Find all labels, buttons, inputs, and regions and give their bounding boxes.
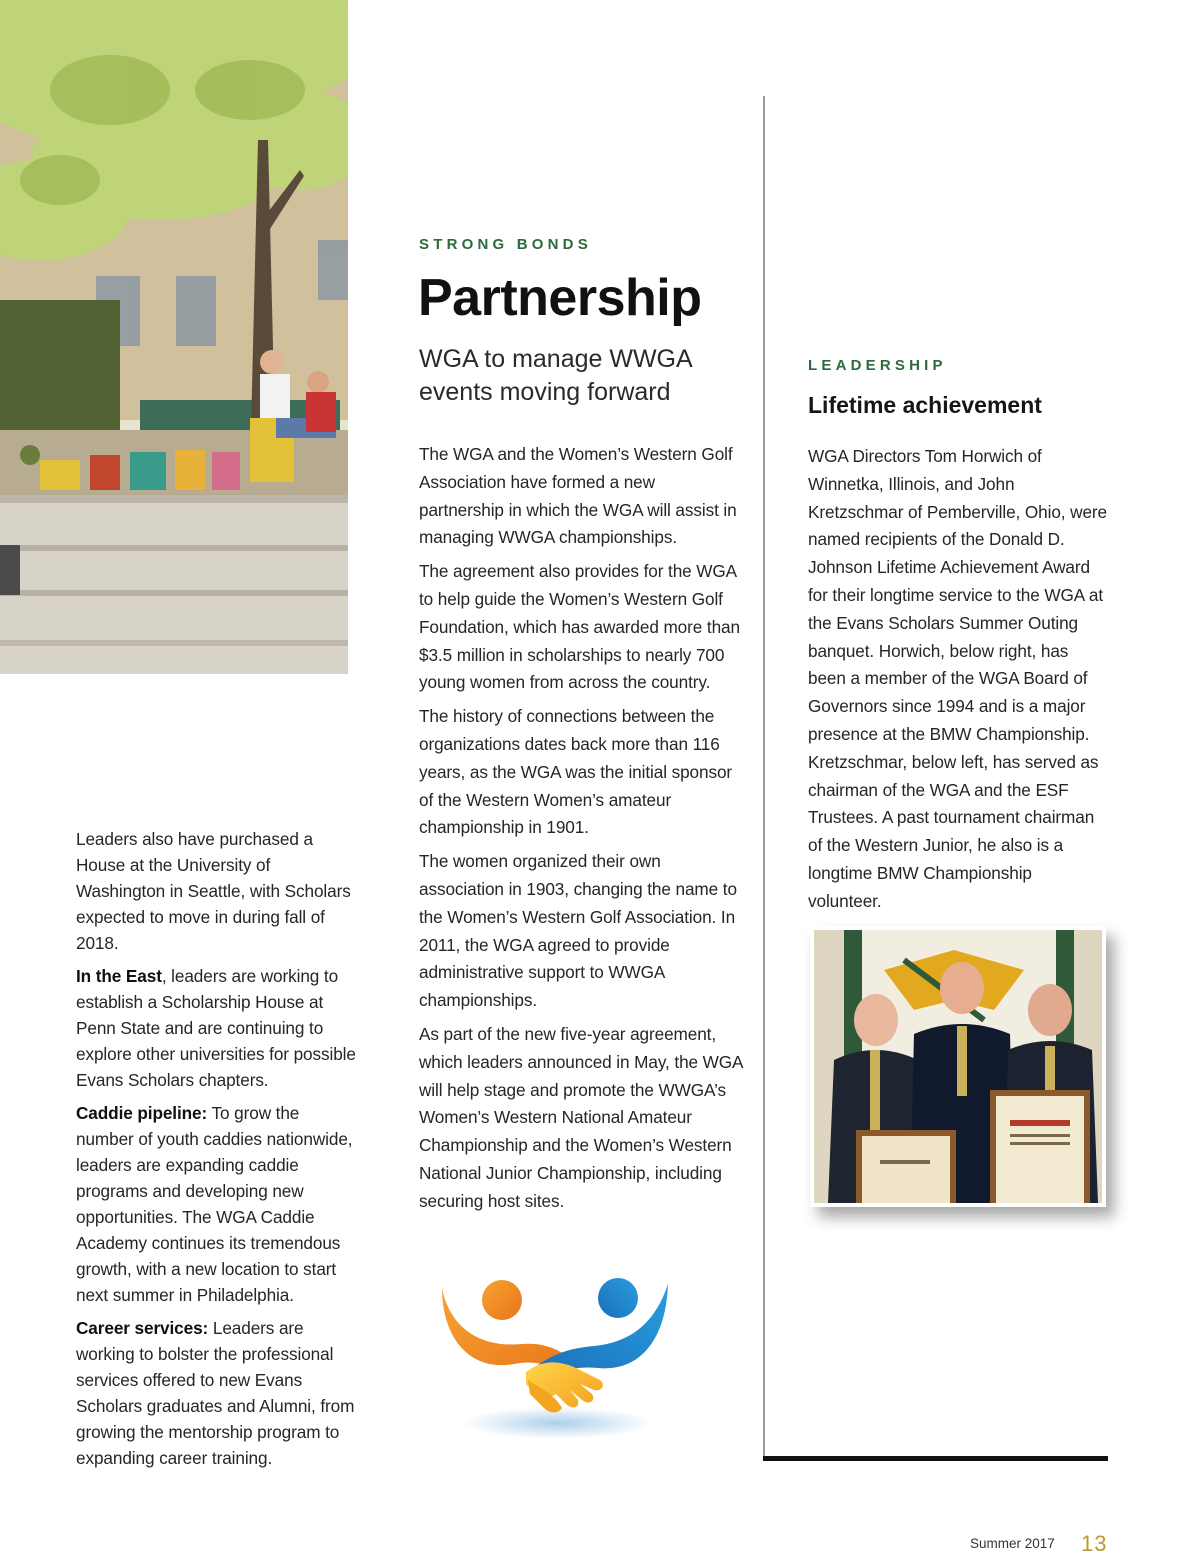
award-recipients-photo — [810, 926, 1106, 1207]
sidebar-base-rule — [763, 1456, 1108, 1461]
partnership-paragraph: The women organized their own association in 1903, changing the name to the Women’s Western Golf Association. In 2011, the WGA agreed to provide administrative support to WWGA championships. — [419, 851, 737, 1011]
partnership-paragraph: The WGA and the Women’s Western Golf Association have formed a new partnership in which the WGA will assist in managing WWGA championships. — [419, 444, 737, 548]
paragraph-career-services — [76, 1315, 361, 1471]
column-divider — [763, 96, 765, 1460]
sidebar-title: Lifetime achievement — [808, 392, 1042, 418]
paragraph-career-text: Leaders are working to bolster the professional services offered to new Evans Scholars graduates and Alumni, from growing the mentorship program to expanding career training. — [76, 1318, 355, 1468]
partnership-paragraph: As part of the new five-year agreement, which leaders announced in May, the WGA will help stage and promote the WWGA’s Women’s Western National Amateur Championship and the Women’s Western National Junior Championship, including securing host sites. — [419, 1023, 743, 1211]
article-subtitle: WGA to manage WWGA events moving forward — [419, 345, 692, 406]
paragraph-washington: Leaders also have purchased a House at the University of Washington in Seattle, with Scholars expected to move in during fall of 2018. — [76, 829, 351, 953]
left-column — [76, 826, 361, 1478]
footer-issue-label: Summer 2017 — [970, 1536, 1055, 1551]
page-number: 13 — [1081, 1531, 1108, 1556]
article-title: Partnership — [418, 269, 702, 327]
partnership-body — [419, 441, 744, 1222]
partnership-paragraph: The history of connections between the organizations dates back more than 116 years, as the WGA was the initial sponsor of the Western Women’s amateur championship in 1901. — [419, 706, 733, 838]
paragraph-east — [76, 963, 361, 1093]
campus-photo — [0, 0, 348, 674]
run-in-career-services: Career services: — [76, 1318, 209, 1338]
section-kicker-strong-bonds: STRONG BONDS — [419, 236, 592, 253]
section-kicker-leadership: LEADERSHIP — [808, 357, 947, 374]
leadership-body — [808, 443, 1108, 923]
paragraph-caddie-pipeline — [76, 1100, 361, 1308]
leadership-paragraph: WGA Directors Tom Horwich of Winnetka, Illinois, and John Kretzschmar of Pemberville, Ohio, were named recipients of the Donald D. Johnson Lifetime Achievement Award for their longtime service to the WGA at the Evans Scholars Summer Outing banquet. Horwich, below right, has been a member of the WGA Board of Governors since 1994 and is a major presence at the BMW Championship. Kretzschmar, below left, has served as chairman of the WGA and the ESF Trustees. A past tournament chairman of the Western Junior, he also is a longtime BMW Championship volunteer. — [808, 446, 1107, 911]
partnership-paragraph: The agreement also provides for the WGA to help guide the Women’s Western Golf Foundation, which has awarded more than $3.5 million in scholarships to nearly 700 young women from across the country. — [419, 561, 740, 693]
run-in-east: In the East — [76, 966, 162, 986]
paragraph-caddie-text: To grow the number of youth caddies nationwide, leaders are expanding caddie programs and developing new opportunities. The WGA Caddie Academy continues its tremendous growth, with a new location to start next summer in Philadelphia. — [76, 1103, 353, 1305]
run-in-caddie-pipeline: Caddie pipeline: — [76, 1103, 208, 1123]
handshake-logo-icon — [430, 1268, 690, 1458]
paragraph-east-text: , leaders are working to establish a Scholarship House at Penn State and are continuing to explore other universities for possible Evans Scholars chapters. — [76, 966, 356, 1090]
